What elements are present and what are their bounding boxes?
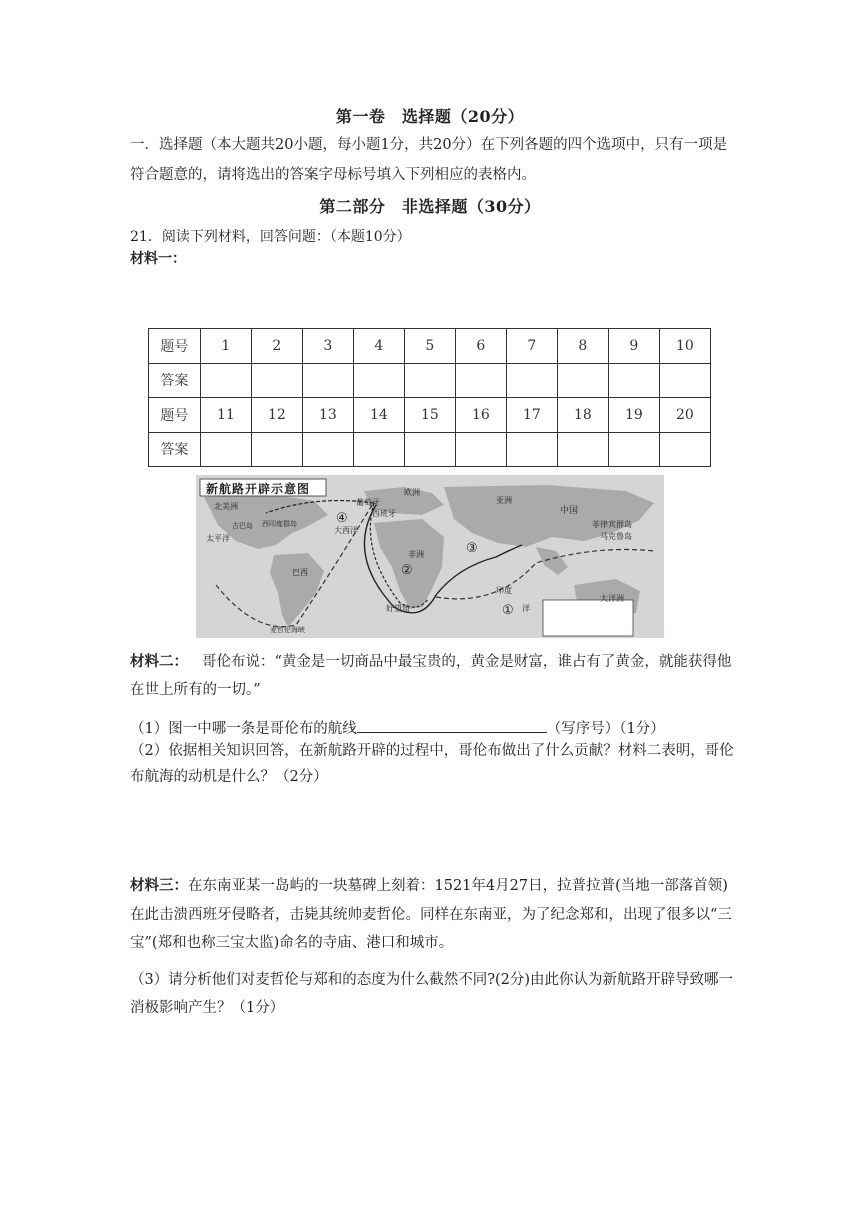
new-sea-routes-map xyxy=(196,475,664,638)
question-number: 7 xyxy=(506,329,557,364)
answer-cell[interactable] xyxy=(200,432,251,467)
row-label-answer: 答案 xyxy=(149,432,201,467)
map-label-magellan: 麦哲伦海峡 xyxy=(270,626,305,634)
question-number: 8 xyxy=(557,329,608,364)
question2-text: （2）依据相关知识回答，在新航路开辟的过程中，哥伦布做出了什么贡献？材料二表明，哥伦布航海的动机是什么？（2分） xyxy=(130,743,734,785)
question-number: 12 xyxy=(251,398,302,433)
question-number: 14 xyxy=(353,398,404,433)
question1-text: （1）图一中哪一条是哥伦布的航线 xyxy=(130,721,357,737)
answer-cell[interactable] xyxy=(455,432,506,467)
question-number: 18 xyxy=(557,398,608,433)
question-number: 3 xyxy=(302,329,353,364)
answer-cell[interactable] xyxy=(404,432,455,467)
question-number: 9 xyxy=(608,329,659,364)
question-number: 2 xyxy=(251,329,302,364)
question1-suffix: （写序号）（1分） xyxy=(546,721,665,737)
map-label-pacific: 太平洋 xyxy=(206,534,230,543)
map-label-africa: 非洲 xyxy=(408,550,424,559)
answer-cell[interactable] xyxy=(353,363,404,398)
map-label-cape: 好望角 xyxy=(386,604,410,613)
question-number: 20 xyxy=(659,398,710,433)
answer-cell[interactable] xyxy=(302,432,353,467)
question-number: 13 xyxy=(302,398,353,433)
row-label-answer: 答案 xyxy=(149,363,201,398)
answer-cell[interactable] xyxy=(302,363,353,398)
route-marker-2: ② xyxy=(401,563,413,578)
map-label-brazil: 巴西 xyxy=(292,568,308,577)
answer-cell[interactable] xyxy=(404,363,455,398)
route-marker-4: ④ xyxy=(336,511,348,526)
map-label-moluccas: 马克鲁岛 xyxy=(600,532,632,541)
question-number: 5 xyxy=(404,329,455,364)
question-number: 1 xyxy=(200,329,251,364)
map-label-atlantic: 大西洋 xyxy=(334,526,358,535)
map-label-india: 印度 xyxy=(496,586,512,595)
route-marker-3: ③ xyxy=(466,541,478,556)
section1-title: 第一卷 选择题（20分） xyxy=(335,107,525,126)
material2 xyxy=(130,648,734,704)
table-row xyxy=(149,432,711,467)
row-label-number: 题号 xyxy=(149,329,201,364)
q21-intro: 21．阅读下列材料，回答问题：（本题10分） xyxy=(130,229,411,245)
material2-text: 哥伦布说：“黄金是一切商品中最宝贵的，黄金是财富，谁占有了黄金，就能获得他在世上所有的一切。” xyxy=(130,654,732,698)
answer-cell[interactable] xyxy=(557,363,608,398)
map-label-china: 中国 xyxy=(560,506,579,516)
map-label-philippines: 菲律宾群岛 xyxy=(592,520,632,529)
map-label-europe: 欧洲 xyxy=(404,488,420,497)
map-title: 新航路开辟示意图 xyxy=(206,482,311,496)
question-number: 4 xyxy=(353,329,404,364)
map-label-spain: 西班牙 xyxy=(372,509,396,518)
material2-label: 材料二： xyxy=(130,653,188,670)
question1-answer-blank[interactable] xyxy=(357,716,547,733)
answer-cell[interactable] xyxy=(506,363,557,398)
question-number: 19 xyxy=(608,398,659,433)
answer-cell[interactable] xyxy=(353,432,404,467)
question-number: 10 xyxy=(659,329,710,364)
table-row xyxy=(149,363,711,398)
answer-cell[interactable] xyxy=(659,432,710,467)
material3-text: 在东南亚某一岛屿的一块墓碑上刻着：1521年4月27日，拉普拉普(当地一部落首领)在此击溃西班牙侵略者，击毙其统帅麦哲伦。同样在东南亚，为了纪念郑和，出现了很多以“三宝”(郑和也称三宝太监)命名的寺庙、港口和城市。 xyxy=(130,878,732,951)
route-marker-1: ① xyxy=(502,603,514,618)
answer-cell[interactable] xyxy=(506,432,557,467)
map-label-asia: 亚洲 xyxy=(496,496,512,505)
question-number: 17 xyxy=(506,398,557,433)
answer-cell[interactable] xyxy=(251,432,302,467)
table-row xyxy=(149,329,711,364)
answer-cell[interactable] xyxy=(608,363,659,398)
question-number: 6 xyxy=(455,329,506,364)
section2-title: 第二部分 非选择题（30分） xyxy=(319,197,541,216)
question-number: 15 xyxy=(404,398,455,433)
map-label-ocean: 洋 xyxy=(522,604,530,613)
answer-cell[interactable] xyxy=(251,363,302,398)
answer-cell[interactable] xyxy=(455,363,506,398)
table-row xyxy=(149,398,711,433)
answer-cell[interactable] xyxy=(200,363,251,398)
question-number: 16 xyxy=(455,398,506,433)
map-label-australia: 大洋洲 xyxy=(600,594,624,603)
question-number: 11 xyxy=(200,398,251,433)
map-label-portugal: 葡萄牙 xyxy=(356,498,380,507)
material3 xyxy=(130,872,734,958)
section1-instructions: 一．选择题（本大题共20小题，每小题1分，共20分）在下列各题的四个选项中，只有一项是符合题意的，请将选出的答案字母标号填入下列相应的表格内。 xyxy=(130,137,728,183)
answer-cell[interactable] xyxy=(659,363,710,398)
row-label-number: 题号 xyxy=(149,398,201,433)
answer-cell[interactable] xyxy=(608,432,659,467)
map-label-cuba: 古巴岛 xyxy=(232,522,253,530)
answer-table xyxy=(148,328,711,467)
question3-text: （3）请分析他们对麦哲伦与郑和的态度为什么截然不同?(2分)由此你认为新航路开辟导致哪一消极影响产生？（1分） xyxy=(130,972,734,1016)
material1-label: 材料一： xyxy=(130,251,186,267)
material3-label: 材料三： xyxy=(130,877,188,894)
answer-cell[interactable] xyxy=(557,432,608,467)
map-label-west-indies: 西印度群岛 xyxy=(262,520,297,528)
map-label-north-america: 北美洲 xyxy=(214,502,238,511)
